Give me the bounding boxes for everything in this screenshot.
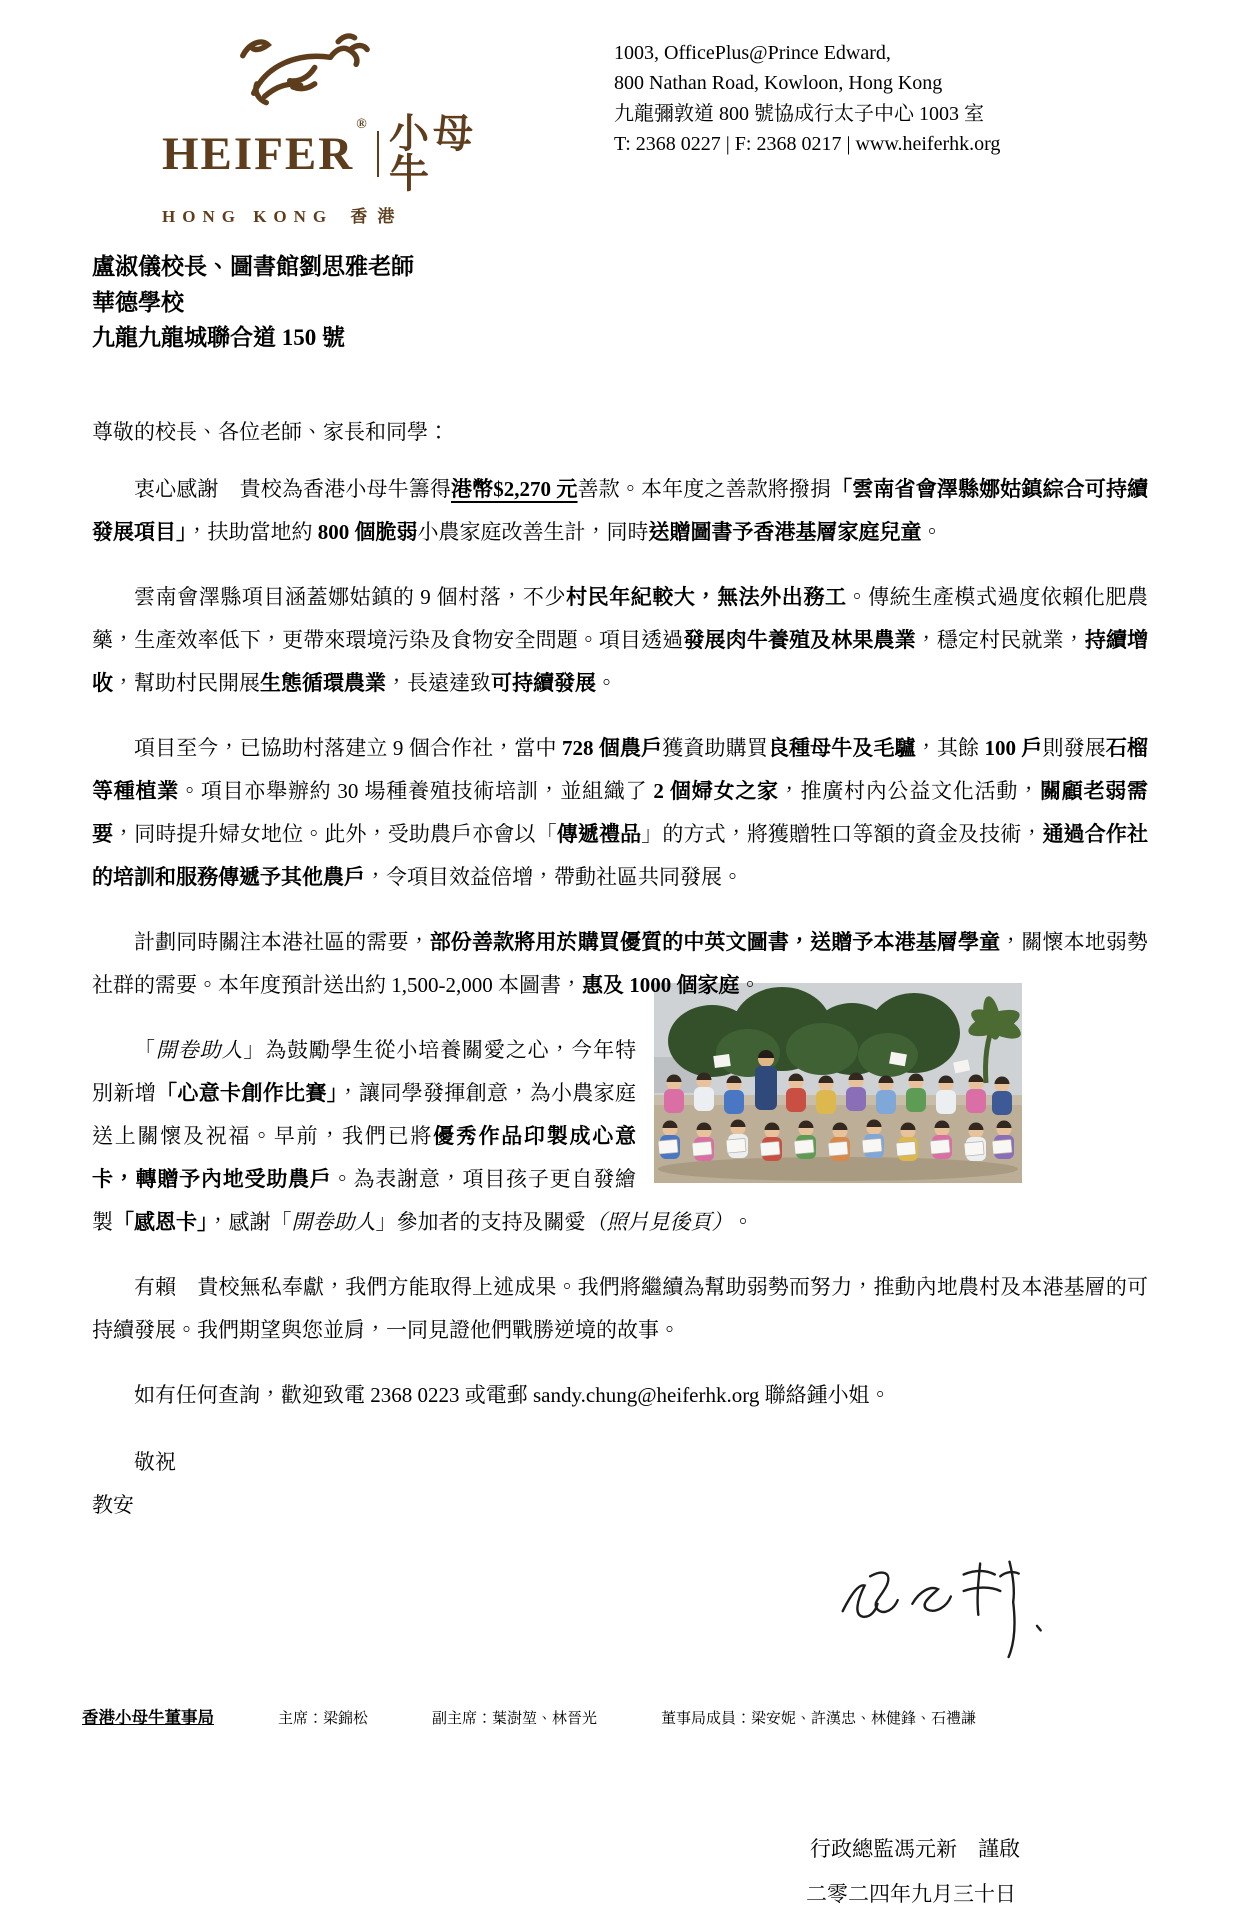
logo-divider	[377, 131, 379, 177]
paragraph-progress: 項目至今，已協助村落建立 9 個合作社，當中 728 個農戶獲資助購買良種母牛及毛驢，其餘 100 戶則發展石榴等種植業。項目亦舉辦約 30 場種養殖技術培訓，並組織了 2 個婦女之家，推廣村內公益文化活動，關顧老弱需要，同時提升婦女地位。此外，受助農戶亦會以「傳遞禮品」的方式，將獲贈牲口等額的資金及技術，通過合作社的培訓和服務傳遞予其他農戶，令項目效益倍增，帶動社區共同發展。	[92, 735, 1149, 889]
paragraph-card-contest	[92, 1029, 1148, 1244]
board-vice-chairman: 副主席：葉澍堃、林晉光	[432, 1711, 598, 1727]
group-photo	[654, 983, 1022, 1183]
letter-date: 二零二四年九月三十日	[806, 1881, 1016, 1906]
salutation: 尊敬的校長、各位老師、家長和同學：	[92, 419, 449, 444]
tagline-cn: 香港	[350, 207, 405, 226]
paragraph-contact: 如有任何查詢，歡迎致電 2368 0223 或電郵 sandy.chung@heiferhk.org 聯絡鍾小姐。	[134, 1382, 891, 1407]
tagline-en: HONG KONG	[162, 207, 334, 226]
brand-wordmark	[162, 111, 492, 196]
board-chairman: 主席：梁錦松	[278, 1711, 369, 1727]
paragraph-yunnan-project: 雲南會澤縣項目涵蓋娜姑鎮的 9 個村落，不少村民年紀較大，無法外出務工。傳統生產模式過度依賴化肥農藥，生產效率低下，更帶來環境污染及食物安全問題。項目透過發展肉牛養殖及林果農業，穩定村民就業，持續增收，幫助村民開展生態循環農業，長遠達致可持續發展。	[92, 584, 1149, 695]
board-org-name: 香港小母牛董事局	[82, 1708, 214, 1727]
recipient-school: 華德學校	[92, 289, 184, 315]
address-line: 1003, OfficePlus@Prince Edward,	[614, 42, 891, 64]
closing-wish: 敬祝	[134, 1449, 176, 1474]
recipient-block	[92, 249, 1148, 356]
closing-wish-2: 教安	[92, 1492, 134, 1517]
heifer-logo	[162, 26, 492, 227]
paragraph-thanks: 有賴 貴校無私奉獻，我們方能取得上述成果。我們將繼續為幫助弱勢而努力，推動內地農村及本港基層的可持續發展。我們期望與您並肩，一同見證他們戰勝逆境的故事。	[92, 1274, 1148, 1342]
paragraph-donation: 衷心感謝 貴校為香港小母牛籌得港幣$2,270 元善款。本年度之善款將撥捐「雲南省會澤縣娜姑鎮綜合可持續發展項目」，扶助當地約 800 個脆弱小農家庭改善生計，同時送贈圖書予香港基層家庭兒童。	[92, 476, 1149, 544]
paragraph-card-contest-text: 「開卷助人」為鼓勵學生從小培養關愛之心，今年特別新增「心意卡創作比賽」，讓同學發揮創意，為小農家庭送上關懷及祝福。早前，我們已將優秀作品印製成心意卡，轉贈予內地受助農戶。為表謝意，項目孩子更自發繪製「感恩卡」，感謝「開卷助人」參加者的支持及關愛（照片見後頁）。	[92, 1037, 754, 1234]
brand-name: HEIFER	[162, 127, 355, 180]
signature-area	[92, 1527, 1148, 1677]
office-address	[614, 26, 1148, 160]
board-members: 董事局成員：梁安妮、許漢忠、林健鋒、石禮謙	[661, 1711, 977, 1727]
signoff-line: 行政總監馮元新 謹啟	[810, 1836, 1020, 1861]
logo-tagline	[162, 202, 492, 227]
paragraph-local-books: 計劃同時關注本港社區的需要，部份善款將用於購買優質的中英文圖書，送贈予本港基層學童，關懷本地弱勢社群的需要。本年度預計送出約 1,500-2,000 本圖書，惠及 1000 個家庭。	[92, 929, 1149, 997]
board-footer	[82, 1704, 1180, 1728]
address-line-contact: T: 2368 0227 | F: 2368 0217 | www.heiferhk.org	[614, 133, 1001, 156]
address-line: 800 Nathan Road, Kowloon, Hong Kong	[614, 72, 943, 95]
brand-name-chinese: 小母牛	[389, 111, 478, 196]
registered-mark-icon: ®	[356, 117, 367, 132]
address-line: 九龍彌敦道 800 號協成行太子中心 1003 室	[614, 102, 984, 125]
recipient-address: 九龍九龍城聯合道 150 號	[92, 325, 345, 351]
letterhead	[92, 26, 1148, 227]
recipient-names: 盧淑儀校長、圖書館劉思雅老師	[92, 254, 414, 279]
signature-handwriting	[828, 1533, 1048, 1671]
heifer-cow-logo-icon	[218, 26, 388, 112]
